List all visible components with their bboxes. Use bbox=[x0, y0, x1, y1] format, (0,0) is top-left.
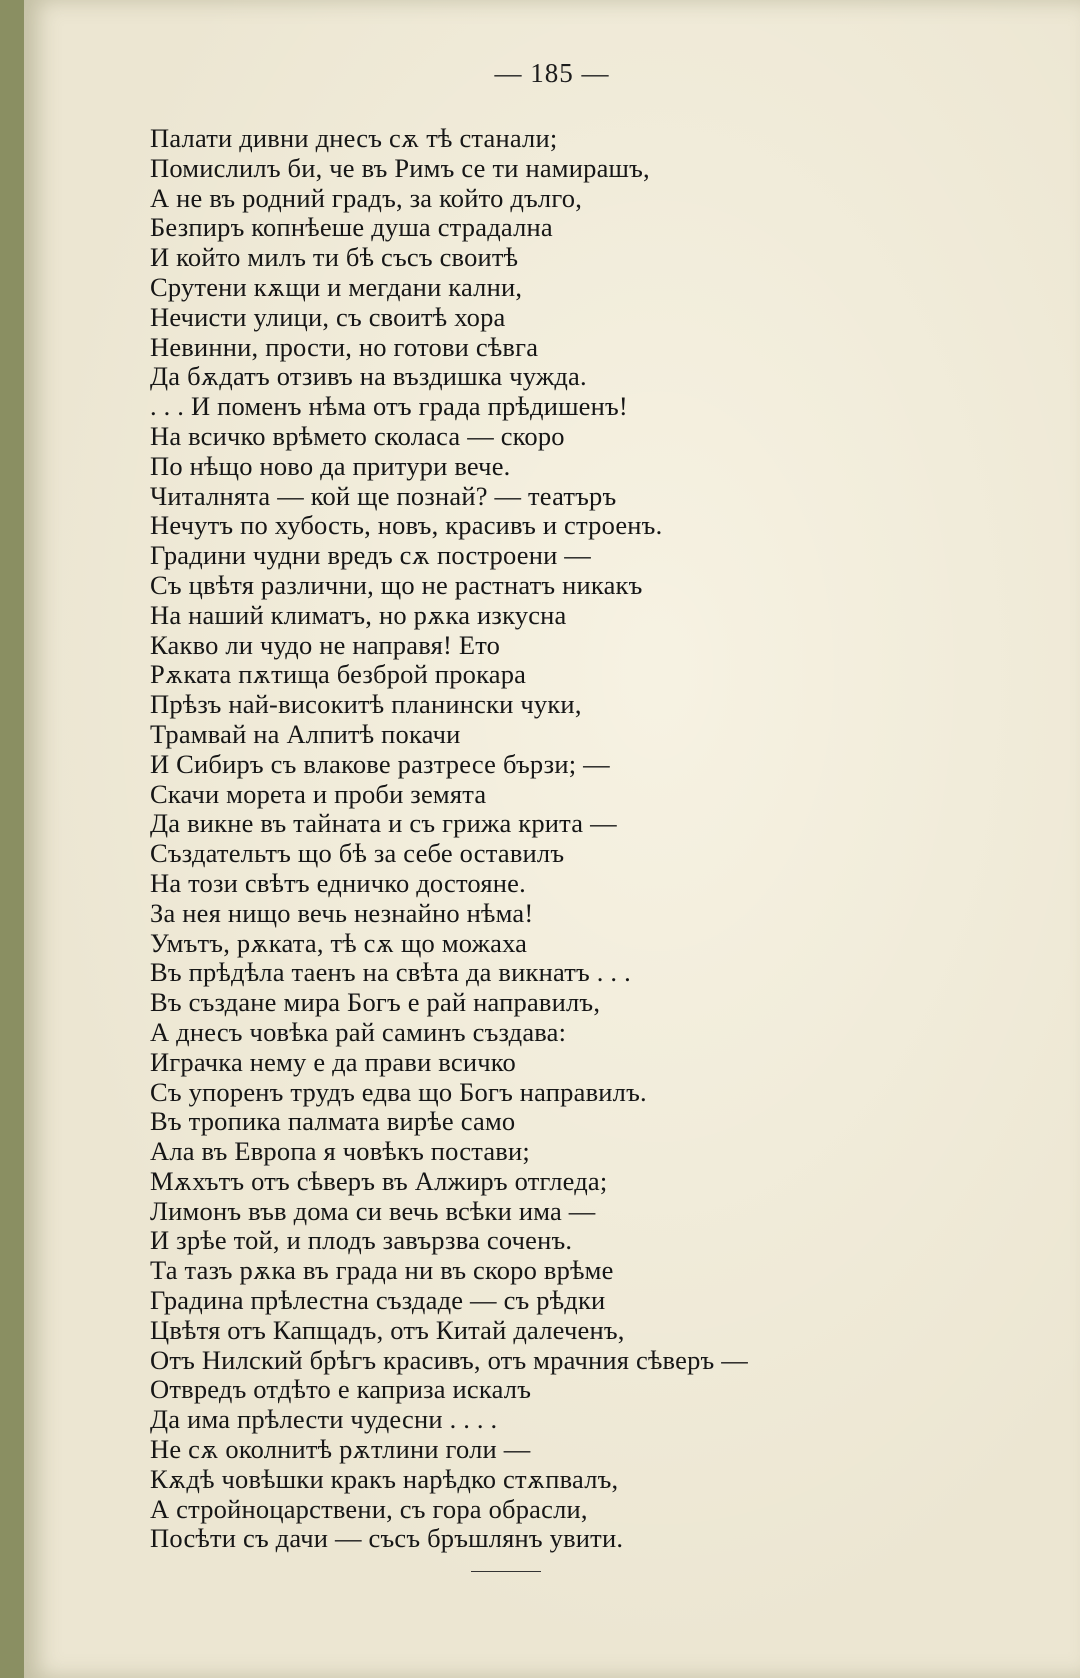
poem-line: Безпиръ копнѣеше душа страдална bbox=[150, 212, 553, 243]
poem-line: Да викне въ тайната и съ грижа крита — bbox=[150, 808, 617, 839]
poem-line: Нечисти улици, съ своитѣ хора bbox=[150, 301, 506, 332]
poem-line: Не сѫ околнитѣ рѫтлини голи — bbox=[150, 1434, 531, 1465]
poem-line: Невинни, прости, но готови сѣвга bbox=[150, 331, 539, 362]
poem-line: Та тазъ рѫка въ града ни въ скоро врѣме bbox=[150, 1255, 614, 1286]
poem-line: Прѣзъ най-високитѣ планински чуки, bbox=[150, 689, 582, 720]
poem-line: Създательтъ що бѣ за себе оставилъ bbox=[150, 838, 565, 869]
poem-line: . . . И поменъ нѣма отъ града прѣдишенъ! bbox=[150, 391, 628, 422]
poem-line: Помислилъ би, че въ Римъ се ти намирашъ, bbox=[150, 152, 650, 183]
poem-line: По нѣщо ново да притури вече. bbox=[150, 450, 511, 481]
poem-line: Мѫхътъ отъ сѣверъ въ Алжиръ отгледа; bbox=[150, 1165, 608, 1196]
poem-line: Лимонъ във дома си вечь всѣки има — bbox=[150, 1195, 596, 1226]
end-rule bbox=[471, 1571, 541, 1572]
poem-line: На всичко врѣмето сколаса — скоро bbox=[150, 420, 565, 451]
poem-line: Какво ли чудо не направя! Ето bbox=[150, 629, 501, 660]
poem-line: А не въ родний градъ, за който дълго, bbox=[150, 182, 583, 213]
poem-line: Умътъ, рѫката, тѣ сѫ що можаха bbox=[150, 927, 528, 958]
poem-line: На този свѣтъ едничко достояне. bbox=[150, 867, 526, 898]
poem-line: Градини чудни вредъ сѫ построени — bbox=[150, 540, 592, 571]
poem-line: Ала въ Европа я човѣкъ постави; bbox=[150, 1136, 530, 1167]
poem-line: Да бѫдатъ отзивъ на въздишка чужда. bbox=[150, 361, 587, 392]
poem-line: А стройноцарствени, съ гора обрасли, bbox=[150, 1493, 588, 1524]
poem-line: На наший климатъ, но рѫка изкусна bbox=[150, 599, 567, 630]
poem-line: Скачи морета и проби земята bbox=[150, 778, 487, 809]
poem-line: Рѫката пѫтища безброй прокара bbox=[150, 659, 527, 690]
poem-line: Играчка нему е да прави всичко bbox=[150, 1046, 516, 1077]
poem-line: Читалнята — кой ще познай? — театъръ bbox=[150, 480, 617, 511]
poem-line: И който милъ ти бѣ съсъ своитѣ bbox=[150, 242, 519, 273]
poem-line: Съ упоренъ трудъ едва що Богъ направилъ. bbox=[150, 1076, 647, 1107]
poem-line: Въ тропика палмата вирѣе само bbox=[150, 1106, 516, 1137]
poem-line: Въ прѣдѣла таенъ на свѣта да викнатъ . . . bbox=[150, 957, 631, 988]
poem-line: Да има прѣлести чудесни . . . . bbox=[150, 1404, 498, 1435]
poem-line: Кѫдѣ човѣшки кракъ нарѣдко стѫпвалъ, bbox=[150, 1463, 619, 1494]
poem-line: Съ цвѣтя различни, що не растнатъ никакъ bbox=[150, 569, 643, 600]
poem-line: Палати дивни днесъ сѫ тѣ станали; bbox=[150, 123, 558, 153]
page-number: — 185 — bbox=[494, 58, 610, 88]
poem-line: Отъ Нилский брѣгъ красивъ, отъ мрачния сѣверъ — bbox=[150, 1344, 748, 1375]
poem-line: Посѣти съ дачи — съсъ бръшлянъ увити. bbox=[150, 1523, 624, 1554]
poem-line: Нечутъ по хубость, новъ, красивъ и строенъ. bbox=[150, 510, 663, 541]
poem-line: И зрѣе той, и плодъ завързва соченъ. bbox=[150, 1225, 573, 1256]
book-page bbox=[24, 0, 1080, 1678]
poem-line: Цвѣтя отъ Капщадъ, отъ Китай далеченъ, bbox=[150, 1314, 625, 1345]
poem-line: Градина прѣлестна създаде — съ рѣдки bbox=[150, 1285, 606, 1316]
poem-line: Трамвай на Алпитѣ покачи bbox=[150, 718, 461, 749]
poem-line: Срутени кѫщи и мегдани кални, bbox=[150, 271, 523, 302]
poem-text bbox=[150, 124, 1050, 1554]
poem-line: Въ създане мира Богъ е рай направилъ, bbox=[150, 987, 601, 1018]
poem-line: Отвредъ отдѣто е каприза искалъ bbox=[150, 1374, 532, 1405]
poem-line: А днесъ човѣка рай саминъ създава: bbox=[150, 1016, 567, 1047]
poem-line: И Сибиръ съ влакове разтресе бързи; — bbox=[150, 748, 610, 779]
poem-line: За нея нищо вечь незнайно нѣма! bbox=[150, 897, 534, 928]
